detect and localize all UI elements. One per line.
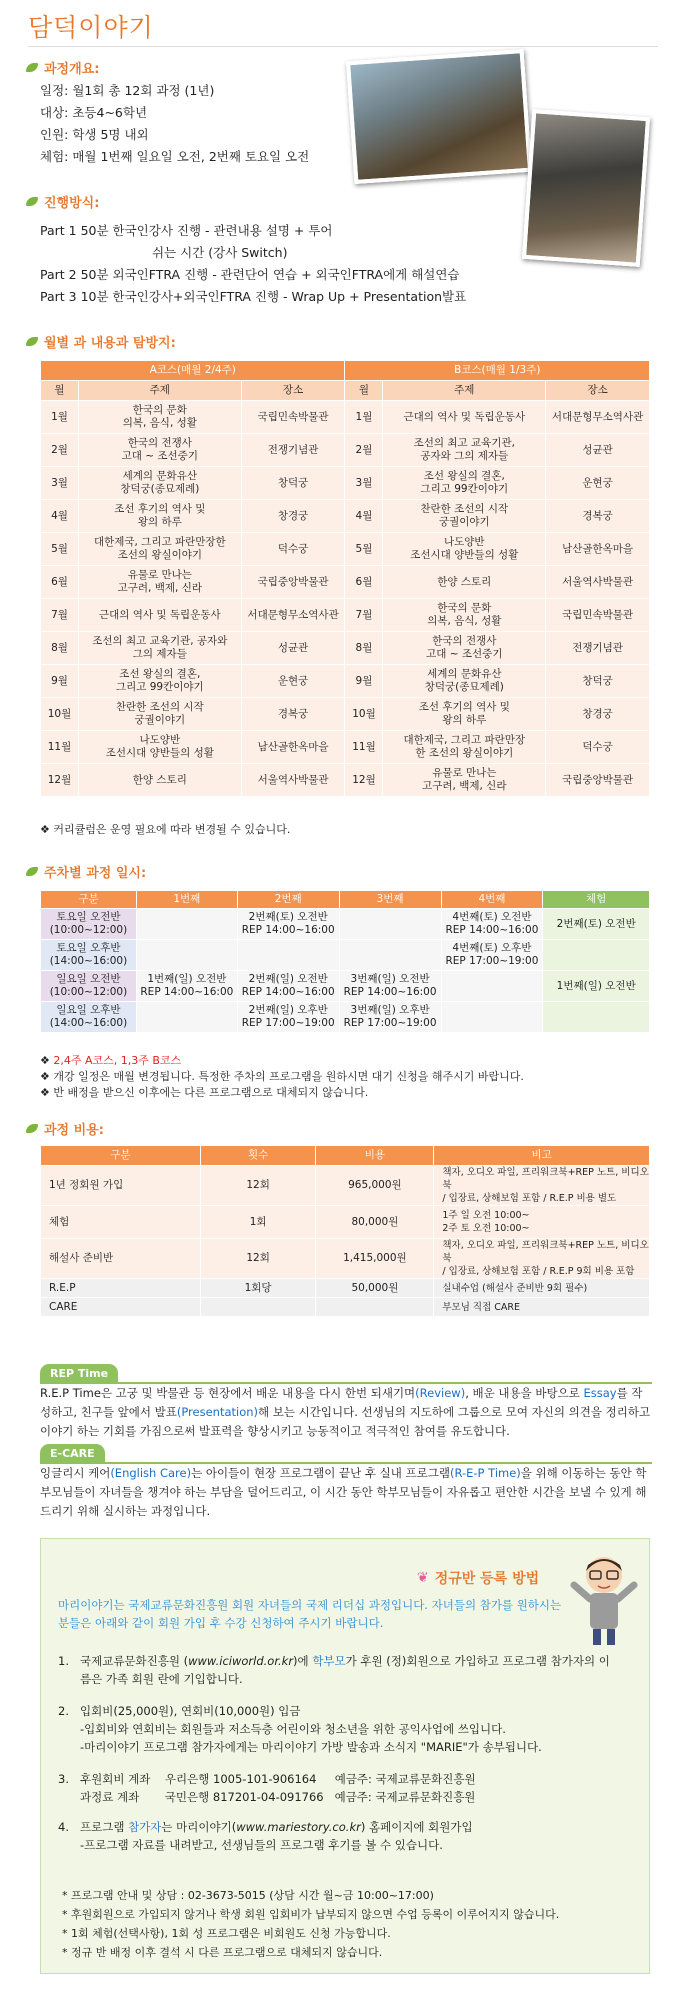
month-cell: 7월 <box>41 599 79 632</box>
place-cell: 남산골한옥마을 <box>546 533 650 566</box>
leaf-icon <box>26 1124 38 1133</box>
weekly-cell: 2번째(일) 오후반 REP 17:00~19:00 <box>237 1002 339 1033</box>
month-cell: 10월 <box>345 698 383 731</box>
topic-cell: 세계의 문화유산 창덕궁(종묘제례) <box>383 665 546 698</box>
cost-cell: 965,000원 <box>316 1166 434 1206</box>
method-list <box>40 220 466 308</box>
reg-note: * 프로그램 안내 및 상담 : 02-3673-5015 (상담 시간 월~금 10:00~17:00) <box>62 1889 434 1902</box>
leaf-icon <box>26 337 38 346</box>
month-cell: 6월 <box>345 566 383 599</box>
month-cell: 3월 <box>41 467 79 500</box>
place-cell: 경복궁 <box>546 500 650 533</box>
topic-cell: 세계의 문화유산 창덕궁(종묘제례) <box>78 467 241 500</box>
cost-row <box>41 1279 650 1298</box>
weekly-cell <box>441 1002 543 1033</box>
cost-cell: 80,000원 <box>316 1206 434 1239</box>
reg-note: * 후원회원으로 가입되지 않거나 학생 회원 입회비가 납부되지 않으면 수업 등록이 이루어지지 않습니다. <box>62 1908 560 1921</box>
weekly-slot-label: 토요일 오전반 (10:00~12:00) <box>41 909 137 940</box>
month-cell: 9월 <box>345 665 383 698</box>
cost-cell: R.E.P <box>41 1279 201 1298</box>
topic-cell: 한국의 문화 의복, 음식, 성활 <box>78 401 241 434</box>
month-cell: 12월 <box>41 764 79 797</box>
place-cell: 서울역사박물관 <box>546 566 650 599</box>
student-mascot-icon <box>568 1549 640 1649</box>
weekly-note: ❖ 개강 일정은 매월 변경됩니다. 특정한 주차의 프로그램을 원하시면 대기 신청을 해주시기 바랍니다. <box>40 1070 524 1083</box>
weekly-heading: 주차별 과정 일시: <box>26 862 146 881</box>
weekly-row <box>41 909 650 940</box>
cost-cell: 1년 정회원 가입 <box>41 1166 201 1206</box>
step-3: 3. 후원회비 계좌 우리은행 1005-101-906164 예금주: 국제교류문화진흥원 과정료 계좌 국민은행 817201-04-091766 예금주: 국제교류문화진흥원 <box>58 1772 476 1804</box>
weekly-cell <box>543 1002 650 1033</box>
cost-cell: 1주 일 오전 10:00~ 2주 토 오전 10:00~ <box>434 1206 650 1239</box>
col-month: 월 <box>41 381 79 401</box>
weekly-cell <box>543 940 650 971</box>
monthly-row <box>41 764 650 797</box>
month-cell: 5월 <box>41 533 79 566</box>
monthly-row <box>41 632 650 665</box>
monthly-row <box>41 665 650 698</box>
month-cell: 5월 <box>345 533 383 566</box>
topic-cell: 대한제국, 그리고 파란만장 한 조선의 왕실이야기 <box>383 731 546 764</box>
method-line: Part 3 10분 한국인강사+외국인FTRA 진행 - Wrap Up + Presentation발표 <box>40 289 467 304</box>
group-photo <box>346 49 532 184</box>
registration-intro: 마리이야기는 국제교류문화진흥원 회원 자녀들의 국제 리더십 과정입니다. 자녀들의 참가를 원하시는 분들은 아래와 같이 회원 가입 후 수강 신청하여 주시기 바랍니다. <box>58 1598 562 1630</box>
weekly-cell <box>339 909 441 940</box>
month-cell: 3월 <box>345 467 383 500</box>
weekly-cell: 2번째(일) 오전반 REP 14:00~16:00 <box>237 971 339 1002</box>
weekly-row <box>41 971 650 1002</box>
month-cell: 7월 <box>345 599 383 632</box>
place-cell: 성균관 <box>241 632 345 665</box>
topic-cell: 한양 스토리 <box>78 764 241 797</box>
cost-row <box>41 1206 650 1239</box>
month-cell: 4월 <box>41 500 79 533</box>
topic-cell: 나도양반 조선시대 양반들의 성활 <box>78 731 241 764</box>
page-title: 담덕이야기 <box>28 13 154 42</box>
cost-cell: 해설사 준비반 <box>41 1239 201 1279</box>
weekly-cell: 2번째(토) 오전반 REP 14:00~16:00 <box>237 909 339 940</box>
place-cell: 서울역사박물관 <box>241 764 345 797</box>
weekly-cell <box>237 940 339 971</box>
topic-cell: 유물로 만나는 고구려, 백제, 신라 <box>383 764 546 797</box>
month-cell: 8월 <box>41 632 79 665</box>
topic-cell: 한국의 전쟁사 고대 ~ 조선중기 <box>383 632 546 665</box>
cost-cell: 체험 <box>41 1206 201 1239</box>
ecare-text: 잉글리시 케어(English Care)는 아이들이 현장 프로그램이 끝난 후 실내 프로그램(R-E-P Time)을 위해 이동하는 동안 학부모님들이 자녀들을 챙겨야 하는 부담을 덜어드리고, 이 시간 동안 학부모님들이 자유롭고 편안한 시간을 보낼 수 있게 해 드리기 위해 실시하는 과정입니다. <box>40 1466 647 1518</box>
cost-row <box>41 1239 650 1279</box>
place-cell: 국립민속박물관 <box>546 599 650 632</box>
cost-cell: 1회 <box>200 1206 316 1239</box>
leaf-icon <box>26 197 38 206</box>
weekly-note: ❖ 2,4주 A코스, 1,3주 B코스 <box>40 1054 182 1067</box>
step-4: 4. 프로그램 참가자는 마리이야기(www.mariestory.co.kr) 홈페이지에 회원가입 -프로그램 자료를 내려받고, 선생님들의 프로그램 후기를 볼 수 있습니다. <box>58 1820 473 1852</box>
topic-cell: 한국의 문화 의복, 음식, 성활 <box>383 599 546 632</box>
place-cell: 창덕궁 <box>241 467 345 500</box>
weekly-cell: 4번째(토) 오후반 REP 17:00~19:00 <box>441 940 543 971</box>
month-cell: 2월 <box>345 434 383 467</box>
monthly-row <box>41 401 650 434</box>
place-cell: 덕수궁 <box>546 731 650 764</box>
course-b-header: B코스(매월 1/3주) <box>345 361 650 381</box>
topic-cell: 조선 왕실의 결혼, 그리고 99칸이야기 <box>78 665 241 698</box>
col-place: 장소 <box>546 381 650 401</box>
col-topic: 주제 <box>383 381 546 401</box>
weekly-row <box>41 1002 650 1033</box>
reg-note: * 정규 반 배정 이후 결석 시 다른 프로그램으로 대체되지 않습니다. <box>62 1946 383 1959</box>
monthly-row <box>41 599 650 632</box>
overview-line: 대상: 초등4~6학년 <box>40 105 148 120</box>
tulip-icon: ❦ <box>417 1570 429 1586</box>
overview-heading: 과정개요: <box>26 58 99 77</box>
monthly-row <box>41 434 650 467</box>
weekly-notes <box>40 1053 524 1101</box>
weekly-cell: 4번째(토) 오전반 REP 14:00~16:00 <box>441 909 543 940</box>
topic-cell: 조선 후기의 역사 및 왕의 하루 <box>78 500 241 533</box>
cost-cell: 12회 <box>200 1239 316 1279</box>
topic-cell: 찬란한 조선의 시작 궁궐이야기 <box>78 698 241 731</box>
place-cell: 전쟁기념관 <box>241 434 345 467</box>
place-cell: 창덕궁 <box>546 665 650 698</box>
place-cell: 국립중앙박물관 <box>241 566 345 599</box>
weekly-header: 1번째 <box>136 891 237 909</box>
overview-list <box>40 80 309 168</box>
topic-cell: 조선의 최고 교육기관, 공자와 그의 제자들 <box>383 434 546 467</box>
weekly-note: ❖ 반 배정을 받으신 이후에는 다른 프로그램으로 대체되지 않습니다. <box>40 1086 369 1099</box>
weekly-slot-label: 토요일 오후반 (14:00~16:00) <box>41 940 137 971</box>
monthly-row <box>41 698 650 731</box>
topic-cell: 한국의 전쟁사 고대 ~ 조선중기 <box>78 434 241 467</box>
month-cell: 8월 <box>345 632 383 665</box>
cost-header: 비고 <box>434 1146 650 1166</box>
monthly-row <box>41 500 650 533</box>
monthly-table <box>40 360 650 797</box>
place-cell: 경복궁 <box>241 698 345 731</box>
topic-cell: 찬란한 조선의 시작 궁궐이야기 <box>383 500 546 533</box>
weekly-cell <box>136 940 237 971</box>
weekly-slot-label: 일요일 오후반 (14:00~16:00) <box>41 1002 137 1033</box>
place-cell: 남산골한옥마을 <box>241 731 345 764</box>
rep-badge: REP Time <box>40 1364 118 1382</box>
method-line: 쉬는 시간 (강사 Switch) <box>152 245 288 260</box>
month-cell: 9월 <box>41 665 79 698</box>
month-cell: 12월 <box>345 764 383 797</box>
ecare-section <box>40 1442 652 1521</box>
month-cell: 1월 <box>345 401 383 434</box>
rep-section <box>40 1362 652 1441</box>
cost-cell: 책자, 오디오 파일, 프리워크북+REP 노트, 비디오북 / 입장료, 상해보험 포함 / R.E.P 9회 비용 포함 <box>434 1239 650 1279</box>
overview-line: 체험: 매월 1번째 일요일 오전, 2번째 토요일 오전 <box>40 149 310 164</box>
title-divider <box>28 46 658 47</box>
leaf-icon <box>26 867 38 876</box>
weekly-header: 구분 <box>41 891 137 909</box>
topic-cell: 조선 후기의 역사 및 왕의 하루 <box>383 698 546 731</box>
month-cell: 10월 <box>41 698 79 731</box>
place-cell: 국립민속박물관 <box>241 401 345 434</box>
registration-title: ❦ 정규반 등록 방법 <box>417 1570 540 1587</box>
topic-cell: 나도양반 조선시대 양반들의 성활 <box>383 533 546 566</box>
topic-cell: 대한제국, 그리고 파란만장한 조선의 왕실이야기 <box>78 533 241 566</box>
cost-cell: 50,000원 <box>316 1279 434 1298</box>
weekly-cell <box>441 971 543 1002</box>
weekly-header: 4번째 <box>441 891 543 909</box>
registration-notes <box>62 1886 642 1962</box>
reg-note: * 1회 체험(선택사항), 1회 성 프로그램은 비회원도 신청 가능합니다. <box>62 1927 391 1940</box>
place-cell: 서대문형무소역사관 <box>546 401 650 434</box>
monthly-row <box>41 533 650 566</box>
weekly-row <box>41 940 650 971</box>
weekly-cell <box>136 909 237 940</box>
topic-cell: 조선 왕실의 결혼, 그리고 99칸이야기 <box>383 467 546 500</box>
weekly-header: 체험 <box>543 891 650 909</box>
month-cell: 2월 <box>41 434 79 467</box>
weekly-cell <box>136 1002 237 1033</box>
place-cell: 창경궁 <box>241 500 345 533</box>
place-cell: 운현궁 <box>546 467 650 500</box>
weekly-table <box>40 890 650 1033</box>
weekly-header: 3번째 <box>339 891 441 909</box>
cost-row <box>41 1166 650 1206</box>
place-cell: 덕수궁 <box>241 533 345 566</box>
cost-cell <box>316 1298 434 1317</box>
method-heading: 진행방식: <box>26 192 99 211</box>
monthly-row <box>41 566 650 599</box>
place-cell: 성균관 <box>546 434 650 467</box>
month-cell: 1월 <box>41 401 79 434</box>
method-line: Part 1 50분 한국인강사 진행 - 관련내용 설명 + 투어 <box>40 223 333 238</box>
registration-steps <box>58 1652 618 1854</box>
weekly-cell: 1번째(일) 오전반 <box>543 971 650 1002</box>
topic-cell: 조선의 최고 교육기관, 공자와 그의 제자들 <box>78 632 241 665</box>
cost-table <box>40 1145 650 1317</box>
cost-cell: 부모님 직접 CARE <box>434 1298 650 1317</box>
topic-cell: 유물로 만나는 고구려, 백제, 신라 <box>78 566 241 599</box>
topic-cell: 근대의 역사 및 독립운동사 <box>383 401 546 434</box>
cost-header: 구분 <box>41 1146 201 1166</box>
weekly-cell: 1번째(일) 오전반 REP 14:00~16:00 <box>136 971 237 1002</box>
topic-cell: 근대의 역사 및 독립운동사 <box>78 599 241 632</box>
month-cell: 11월 <box>345 731 383 764</box>
monthly-row <box>41 467 650 500</box>
ecare-badge: E-CARE <box>40 1444 105 1462</box>
weekly-slot-label: 일요일 오전반 (10:00~12:00) <box>41 971 137 1002</box>
method-line: Part 2 50분 외국인FTRA 진행 - 관련단어 연습 + 외국인FTRA에게 해설연습 <box>40 267 460 282</box>
rep-text: R.E.P Time은 고궁 및 박물관 등 현장에서 배운 내용을 다시 한번 되새기며(Review), 배운 내용을 바탕으로 Essay를 작성하고, 친구들 앞에서 발표(Presentation)해 보는 시간입니다. 선생님의 지도하에 그룹으로 모여 자신의 의견을 정리하고 이야기 하는 기회를 가짐으로써 발표력을 향상시키고 능동적이고 적극적인 참여를 유도합니다. <box>40 1386 651 1438</box>
step-1: 1. 국제교류문화진흥원 (www.iciworld.or.kr)에 학부모가 후원 (정)회원으로 가입하고 프로그램 참가자의 이름은 가족 회원 란에 기입합니다. <box>58 1654 610 1686</box>
overview-line: 인원: 학생 5명 내외 <box>40 127 149 142</box>
cost-cell: CARE <box>41 1298 201 1317</box>
monthly-row <box>41 731 650 764</box>
cost-row <box>41 1298 650 1317</box>
col-place: 장소 <box>241 381 345 401</box>
cost-heading: 과정 비용: <box>26 1119 104 1138</box>
month-cell: 6월 <box>41 566 79 599</box>
leaf-icon <box>26 63 38 72</box>
cost-cell: 1,415,000원 <box>316 1239 434 1279</box>
place-cell: 서대문형무소역사관 <box>241 599 345 632</box>
month-cell: 11월 <box>41 731 79 764</box>
monthly-note: ❖ 커리큘럼은 운영 필요에 따라 변경될 수 있습니다. <box>40 823 291 836</box>
monthly-heading: 월별 과 내용과 탐방지: <box>26 332 176 351</box>
course-a-header: A코스(매월 2/4주) <box>41 361 345 381</box>
place-cell: 창경궁 <box>546 698 650 731</box>
cost-cell: 책자, 오디오 파일, 프리워크북+REP 노트, 비디오북 / 입장료, 상해보험 포함 / R.E.P 비용 별도 <box>434 1166 650 1206</box>
cost-cell <box>200 1298 316 1317</box>
col-topic: 주제 <box>78 381 241 401</box>
cost-cell: 12회 <box>200 1166 316 1206</box>
cost-cell: 실내수업 (해설사 준비반 9회 필수) <box>434 1279 650 1298</box>
topic-cell: 한양 스토리 <box>383 566 546 599</box>
month-cell: 4월 <box>345 500 383 533</box>
place-cell: 국립중앙박물관 <box>546 764 650 797</box>
cost-header: 비용 <box>316 1146 434 1166</box>
cost-cell: 1회당 <box>200 1279 316 1298</box>
place-cell: 운현궁 <box>241 665 345 698</box>
weekly-cell: 2번째(토) 오전반 <box>543 909 650 940</box>
step-2: 2. 입회비(25,000원), 연회비(10,000원) 입금 -입회비와 연회비는 회원들과 저소득층 어린이와 청소년을 위한 공익사업에 쓰입니다. -마리이야기 프로그램 참가자에게는 마리이야기 가방 발송과 소식지 "MARIE"가 송부됩니다. <box>58 1704 542 1754</box>
weekly-cell: 3번째(일) 오후반 REP 17:00~19:00 <box>339 1002 441 1033</box>
weekly-header: 2번째 <box>237 891 339 909</box>
place-cell: 전쟁기념관 <box>546 632 650 665</box>
cost-header: 횟수 <box>200 1146 316 1166</box>
weekly-cell <box>339 940 441 971</box>
col-month: 월 <box>345 381 383 401</box>
overview-line: 일정: 월1회 총 12회 과정 (1년) <box>40 83 215 98</box>
weekly-cell: 3번째(일) 오전반 REP 14:00~16:00 <box>339 971 441 1002</box>
group-photo-2 <box>522 109 650 267</box>
